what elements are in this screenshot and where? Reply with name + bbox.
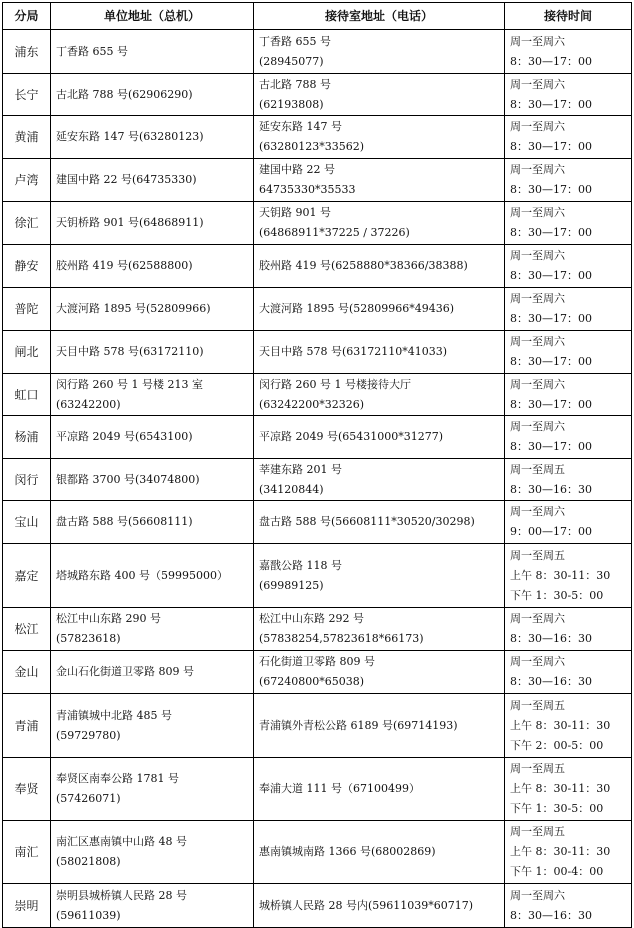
cell-line: 8：30—17：00 <box>510 269 592 282</box>
cell-line: 平凉路 2049 号(6543100) <box>56 430 193 443</box>
reception-address-cell <box>254 608 505 651</box>
cell-line: 上午 8：30-11：30 <box>510 718 611 732</box>
reception-address-cell <box>254 884 505 928</box>
district-cell: 青浦 <box>3 694 51 758</box>
reception-hours-cell <box>505 202 632 245</box>
header-reception-address: 接待室地址（电话） <box>254 3 505 30</box>
cell-line: 8：30—17：00 <box>510 226 592 239</box>
header-row <box>3 3 632 30</box>
reception-hours-cell <box>505 331 632 374</box>
reception-address-cell <box>254 74 505 116</box>
cell-line: 周一至周六 <box>510 655 565 668</box>
cell-line: 周一至周六 <box>510 120 565 133</box>
cell-line: 下午 1：30-5：00 <box>510 588 604 602</box>
cell-line: 嘉戬公路 118 号 <box>259 558 342 572</box>
cell-line: 上午 8：30-11：30 <box>510 782 611 795</box>
header-district: 分局 <box>3 3 51 30</box>
reception-hours-cell <box>505 758 632 821</box>
cell-line: 周一至周六 <box>510 505 565 518</box>
cell-line: 惠南镇城南路 1366 号(68002869) <box>259 845 436 858</box>
cell-line: 8：30—16：30 <box>510 482 592 496</box>
cell-line: 8：30—16：30 <box>510 675 592 688</box>
cell-line: (59611039) <box>56 908 121 922</box>
cell-line: 上午 8：30-11：30 <box>510 845 611 858</box>
cell-line: (62193808) <box>259 97 324 111</box>
reception-hours-cell <box>505 501 632 544</box>
reception-address-cell <box>254 202 505 245</box>
cell-line: 胶州路 419 号(62588800) <box>56 259 193 272</box>
district-cell: 杨浦 <box>3 416 51 459</box>
cell-line: 银都路 3700 号(34074800) <box>56 472 200 486</box>
cell-line: 青浦镇外青松公路 6189 号(69714193) <box>259 718 458 732</box>
unit-address-cell <box>51 544 254 608</box>
cell-line: (34120844) <box>259 482 324 496</box>
cell-line: 奉贤区南奉公路 1781 号 <box>56 772 179 785</box>
reception-hours-cell <box>505 288 632 331</box>
district-cell: 静安 <box>3 245 51 288</box>
table-row <box>3 884 632 928</box>
cell-line: 下午 1：30-5：00 <box>510 802 604 815</box>
reception-address-cell <box>254 30 505 74</box>
cell-line: 平凉路 2049 号(65431000*31277) <box>259 430 444 443</box>
district-cell: 闸北 <box>3 331 51 374</box>
district-cell: 奉贤 <box>3 758 51 821</box>
table-row <box>3 202 632 245</box>
table-row <box>3 416 632 459</box>
reception-hours-cell <box>505 159 632 202</box>
cell-line: 周一至周五 <box>510 548 565 562</box>
reception-hours-cell <box>505 694 632 758</box>
table-row <box>3 159 632 202</box>
cell-line: 金山石化街道卫零路 809 号 <box>56 665 194 678</box>
cell-line: 盘古路 588 号(56608111) <box>56 515 193 528</box>
cell-line: 天钥桥路 901 号(64868911) <box>56 216 204 229</box>
table-row <box>3 544 632 608</box>
cell-line: 8：30—16：30 <box>510 632 592 645</box>
cell-line: 周一至周五 <box>510 462 565 476</box>
unit-address-cell <box>51 116 254 159</box>
cell-line: (63242200) <box>56 397 121 411</box>
cell-line: 奉浦大道 111 号（67100499） <box>259 782 420 795</box>
table-row <box>3 501 632 544</box>
unit-address-cell <box>51 288 254 331</box>
cell-line: 8：30—17：00 <box>510 355 592 368</box>
cell-line: 上午 8：30-11：30 <box>510 568 611 582</box>
unit-address-cell <box>51 202 254 245</box>
unit-address-cell <box>51 159 254 202</box>
reception-address-cell <box>254 416 505 459</box>
cell-line: 周一至周六 <box>510 292 565 305</box>
reception-hours-cell <box>505 651 632 694</box>
cell-line: (69989125) <box>259 578 324 592</box>
unit-address-cell <box>51 501 254 544</box>
reception-hours-cell <box>505 821 632 884</box>
table-row <box>3 821 632 884</box>
cell-line: 下午 2：00-5：00 <box>510 738 604 752</box>
cell-line: 周一至周六 <box>510 335 565 348</box>
table-row <box>3 74 632 116</box>
reception-address-cell <box>254 651 505 694</box>
cell-line: 闵行路 260 号 1 号楼 213 室 <box>56 377 203 391</box>
district-cell: 南汇 <box>3 821 51 884</box>
cell-line: 南汇区惠南镇中山路 48 号 <box>56 835 187 848</box>
cell-line: 8：30—17：00 <box>510 97 592 111</box>
reception-address-cell <box>254 459 505 501</box>
cell-line: 周一至周六 <box>510 249 565 262</box>
reception-table <box>2 2 632 928</box>
district-cell: 闵行 <box>3 459 51 501</box>
cell-line: (58021808) <box>56 855 121 868</box>
unit-address-cell <box>51 416 254 459</box>
district-cell: 崇明 <box>3 884 51 928</box>
reception-address-cell <box>254 159 505 202</box>
cell-line: 8：30—17：00 <box>510 397 592 411</box>
table-row <box>3 288 632 331</box>
cell-line: 青浦镇城中北路 485 号 <box>56 708 172 722</box>
reception-address-cell <box>254 501 505 544</box>
reception-hours-cell <box>505 416 632 459</box>
reception-address-cell <box>254 116 505 159</box>
cell-line: 8：30—17：00 <box>510 54 592 68</box>
district-cell: 松江 <box>3 608 51 651</box>
table-row <box>3 331 632 374</box>
unit-address-cell <box>51 331 254 374</box>
table-row <box>3 758 632 821</box>
cell-line: 石化街道卫零路 809 号 <box>259 655 375 668</box>
district-cell: 普陀 <box>3 288 51 331</box>
cell-line: 建国中路 22 号 <box>259 163 335 176</box>
unit-address-cell <box>51 30 254 74</box>
cell-line: 64735330*35533 <box>259 183 356 196</box>
table-row <box>3 608 632 651</box>
cell-line: 古北路 788 号(62906290) <box>56 87 193 101</box>
cell-line: 周一至周六 <box>510 163 565 176</box>
reception-hours-cell <box>505 884 632 928</box>
unit-address-cell <box>51 651 254 694</box>
cell-line: 盘古路 588 号(56608111*30520/30298) <box>259 515 475 528</box>
reception-hours-cell <box>505 608 632 651</box>
reception-hours-cell <box>505 74 632 116</box>
unit-address-cell <box>51 245 254 288</box>
district-cell: 徐汇 <box>3 202 51 245</box>
cell-line: 周一至周六 <box>510 377 565 391</box>
reception-address-cell <box>254 245 505 288</box>
cell-line: (57838254,57823618*66173) <box>259 632 424 645</box>
reception-address-cell <box>254 821 505 884</box>
cell-line: 城桥镇人民路 28 号内(59611039*60717) <box>259 898 474 912</box>
cell-line: 8：30—17：00 <box>510 183 592 196</box>
cell-line: 9：00—17：00 <box>510 525 592 538</box>
reception-hours-cell <box>505 245 632 288</box>
table-row <box>3 374 632 416</box>
reception-address-cell <box>254 374 505 416</box>
cell-line: (57823618) <box>56 632 121 645</box>
cell-line: 8：30—17：00 <box>510 140 592 153</box>
reception-hours-cell <box>505 116 632 159</box>
cell-line: (67240800*65038) <box>259 675 365 688</box>
cell-line: (28945077) <box>259 54 324 68</box>
cell-line: 丁香路 655 号 <box>259 34 331 48</box>
unit-address-cell <box>51 758 254 821</box>
reception-address-cell <box>254 544 505 608</box>
cell-line: 8：30—17：00 <box>510 312 592 325</box>
cell-line: 延安东路 147 号 <box>259 120 342 133</box>
cell-line: 松江中山东路 292 号 <box>259 612 364 625</box>
cell-line: 周一至周六 <box>510 420 565 433</box>
district-cell: 金山 <box>3 651 51 694</box>
unit-address-cell <box>51 74 254 116</box>
table-row <box>3 459 632 501</box>
cell-line: 周一至周六 <box>510 77 565 91</box>
cell-line: 丁香路 655 号 <box>56 44 128 58</box>
cell-line: 周一至周六 <box>510 206 565 219</box>
table-row <box>3 651 632 694</box>
table-row <box>3 30 632 74</box>
cell-line: 8：30—16：30 <box>510 908 592 922</box>
cell-line: (63242200*32326) <box>259 397 365 411</box>
cell-line: (64868911*37225 / 37226) <box>259 226 410 239</box>
district-cell: 嘉定 <box>3 544 51 608</box>
cell-line: 周一至周六 <box>510 612 565 625</box>
cell-line: 闵行路 260 号 1 号楼接待大厅 <box>259 377 411 391</box>
reception-hours-cell <box>505 30 632 74</box>
cell-line: 延安东路 147 号(63280123) <box>56 130 204 143</box>
cell-line: 8：30—17：00 <box>510 440 592 453</box>
district-cell: 浦东 <box>3 30 51 74</box>
district-cell: 虹口 <box>3 374 51 416</box>
reception-hours-cell <box>505 544 632 608</box>
cell-line: (63280123*33562) <box>259 140 365 153</box>
reception-address-cell <box>254 694 505 758</box>
unit-address-cell <box>51 884 254 928</box>
cell-line: 周一至周六 <box>510 34 565 48</box>
district-cell: 宝山 <box>3 501 51 544</box>
cell-line: 周一至周五 <box>510 762 565 775</box>
header-reception-hours: 接待时间 <box>505 3 632 30</box>
cell-line: 崇明县城桥镇人民路 28 号 <box>56 888 187 902</box>
table-row <box>3 245 632 288</box>
cell-line: 莘建东路 201 号 <box>259 462 342 476</box>
table-body <box>3 30 632 928</box>
cell-line: 大渡河路 1895 号(52809966) <box>56 302 211 315</box>
cell-line: 松江中山东路 290 号 <box>56 612 161 625</box>
cell-line: (59729780) <box>56 728 121 742</box>
table-row <box>3 116 632 159</box>
district-cell: 长宁 <box>3 74 51 116</box>
cell-line: 天目中路 578 号(63172110) <box>56 345 204 358</box>
cell-line: 古北路 788 号 <box>259 77 331 91</box>
cell-line: 大渡河路 1895 号(52809966*49436) <box>259 302 455 315</box>
header-unit-address: 单位地址（总机） <box>51 3 254 30</box>
cell-line: 天钥路 901 号 <box>259 206 331 219</box>
unit-address-cell <box>51 608 254 651</box>
cell-line: 天目中路 578 号(63172110*41033) <box>259 345 448 358</box>
unit-address-cell <box>51 374 254 416</box>
reception-hours-cell <box>505 459 632 501</box>
table-row <box>3 694 632 758</box>
cell-line: (57426071) <box>56 792 121 805</box>
unit-address-cell <box>51 459 254 501</box>
unit-address-cell <box>51 821 254 884</box>
cell-line: 胶州路 419 号(6258880*38366/38388) <box>259 259 468 272</box>
cell-line: 建国中路 22 号(64735330) <box>56 173 197 186</box>
reception-address-cell <box>254 288 505 331</box>
cell-line: 下午 1：00-4：00 <box>510 865 604 878</box>
cell-line: 周一至周五 <box>510 825 565 838</box>
district-cell: 黄浦 <box>3 116 51 159</box>
reception-address-cell <box>254 758 505 821</box>
cell-line: 周一至周六 <box>510 888 565 902</box>
cell-line: 周一至周五 <box>510 698 565 712</box>
district-cell: 卢湾 <box>3 159 51 202</box>
unit-address-cell <box>51 694 254 758</box>
reception-hours-cell <box>505 374 632 416</box>
cell-line: 塔城路东路 400 号（59995000） <box>56 568 228 582</box>
reception-address-cell <box>254 331 505 374</box>
